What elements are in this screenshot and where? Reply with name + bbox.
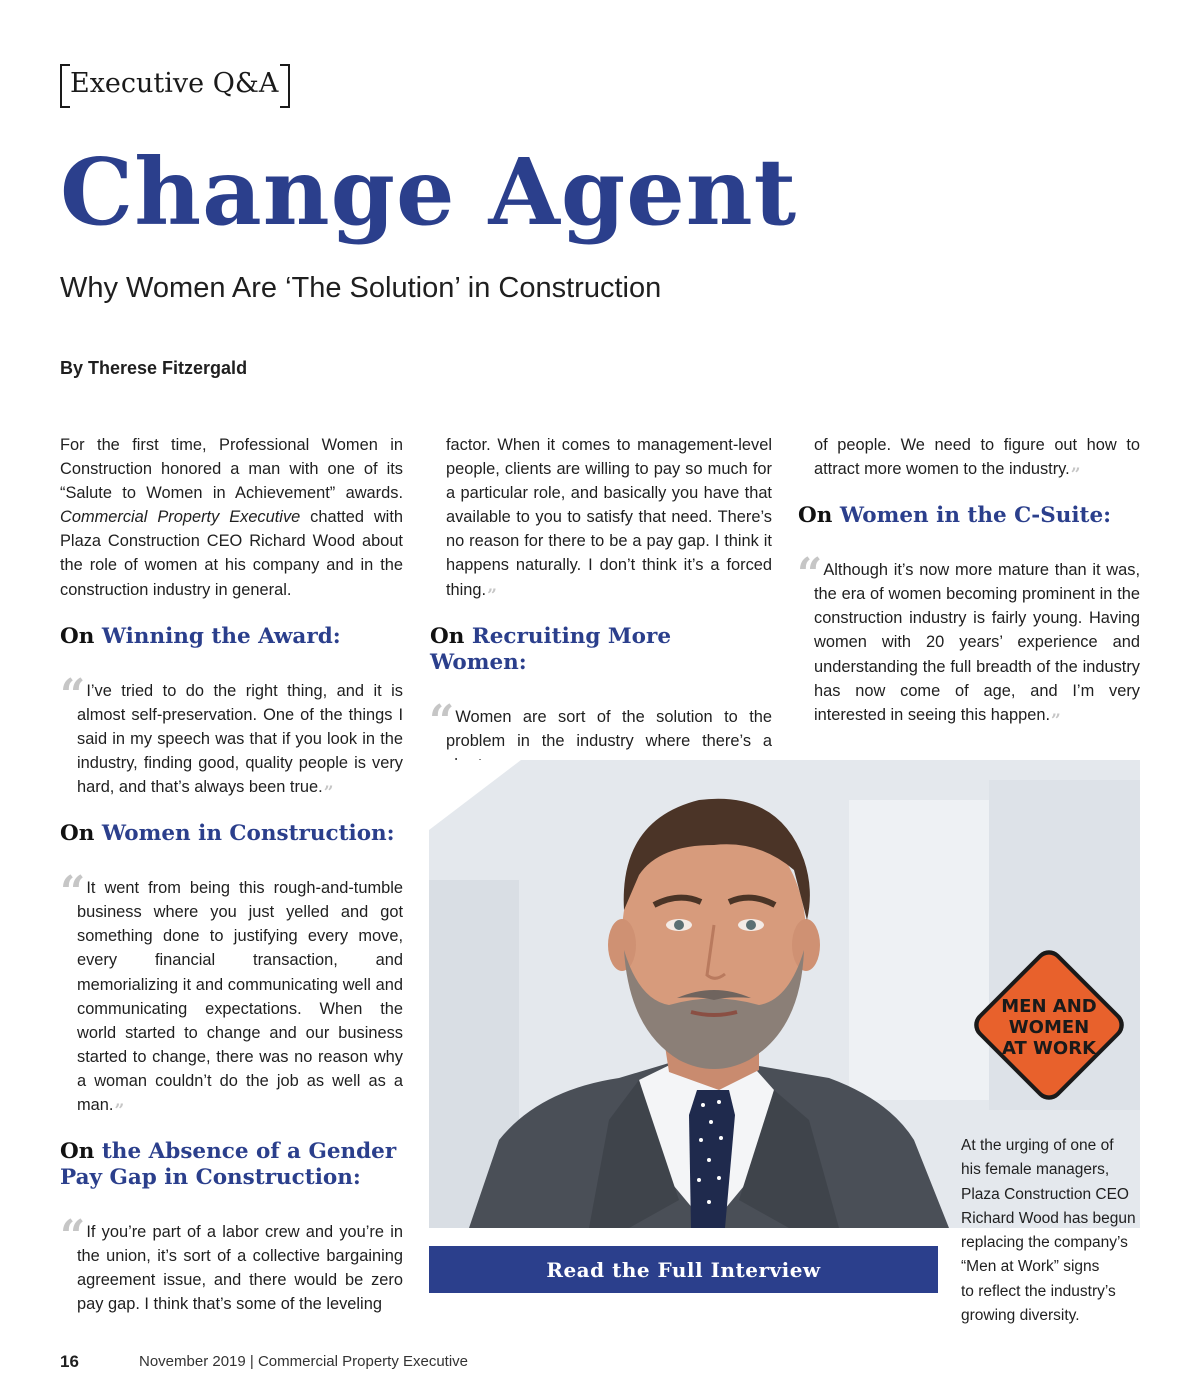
- quote-women-in-construction: [60, 867, 403, 1121]
- heading-on: On: [430, 623, 465, 649]
- quote-text: Although it’s now more mature than it was, the era of women becoming prominent in the construction industry is fairly young. Having women with 20 years’ experience and understanding the full breadth of the industry has now come of age, and I’m very interested in seeing this happen.: [814, 561, 1140, 724]
- heading-on: On: [60, 821, 95, 847]
- publication-name: Commercial Property Executive: [60, 508, 301, 527]
- open-quote-icon: “: [60, 867, 86, 919]
- quote-pay-gap: [60, 1213, 403, 1316]
- caption-line: Richard Wood has begun: [961, 1209, 1136, 1227]
- quote-text: I’ve tried to do the right thing, and it is almost self-preservation. One of the things I said in my speech was that if you look in the industry, finding good, quality people is very hard, and that’s always been true.: [77, 681, 403, 797]
- column-3: [797, 433, 1140, 731]
- men-and-women-at-work-sign: [954, 930, 1144, 1120]
- caption-line: “Men at Work” signs: [961, 1258, 1100, 1276]
- caption-line: replacing the company’s: [961, 1234, 1128, 1252]
- article-subtitle: Why Women Are ‘The Solution’ in Construction: [60, 272, 662, 304]
- quote-pay-gap-continued: [446, 433, 772, 606]
- sign-line-1: MEN AND: [1001, 996, 1097, 1017]
- section-heading-c-suite: [798, 503, 1140, 529]
- section-heading-award: [60, 624, 403, 650]
- quote-c-suite: [797, 549, 1140, 731]
- intro-paragraph: [60, 433, 403, 602]
- section-heading-women-in-construction: [60, 821, 403, 847]
- sign-line-3: AT WORK: [1001, 1038, 1097, 1059]
- quote-text: of people. We need to figure out how to attract more women to the industry.: [814, 436, 1140, 479]
- heading-text: Recruiting More Women:: [430, 623, 672, 675]
- byline: By Therese Fitzergald: [60, 358, 248, 378]
- quote-recruiting-continued: [814, 433, 1140, 486]
- read-full-interview-button[interactable]: Read the Full Interview: [429, 1246, 938, 1293]
- heading-text: Winning the Award:: [101, 623, 341, 649]
- heading-on: On: [60, 1139, 95, 1165]
- column-1: [60, 433, 403, 1316]
- intro-text-2: chatted with Plaza Construction CEO Richard Wood about the role of women at his company and in the construction industry in general.: [60, 508, 403, 599]
- heading-text: Women in Construction:: [101, 821, 395, 847]
- caption-line: At the urging of one of: [961, 1137, 1114, 1154]
- article-title: Change Agent: [60, 138, 798, 246]
- heading-on: On: [60, 623, 95, 649]
- close-quote-icon: ”: [1051, 710, 1061, 731]
- bracket-right: [280, 64, 290, 108]
- close-quote-icon: ”: [323, 783, 334, 804]
- heading-text: the Absence of a Gender Pay Gap in Construction:: [60, 1139, 397, 1191]
- close-quote-icon: ”: [487, 585, 497, 606]
- caption-line: to reflect the industry’s: [961, 1282, 1116, 1300]
- caption-line: growing diversity.: [961, 1307, 1080, 1325]
- quote-award: [60, 669, 403, 804]
- open-quote-icon: “: [60, 669, 86, 721]
- open-quote-icon: “: [60, 1211, 86, 1263]
- quote-text: Women are sort of the solution to the problem in the industry where there’s a: [446, 707, 772, 750]
- open-quote-icon: “: [429, 695, 455, 747]
- quote-text: If you’re part of a labor crew and you’re in the union, it’s sort of a collective bargaining agreement issue, and there would be zero pay gap. I think that’s some of the leveling: [77, 1223, 403, 1314]
- column-2: [429, 433, 772, 777]
- diamond-sign-icon: [954, 930, 1144, 1120]
- quote-text: It went from being this rough-and-tumble business where you just yelled and got something done to justifying every move, every financial transaction, and memorializing it and communicating well and communicating expectations. When the world started to change and our business started to change, there was no reason why a woman couldn’t do the job as well as a man.: [77, 879, 403, 1114]
- sign-line-2: WOMEN: [1008, 1017, 1090, 1038]
- close-quote-icon: ”: [114, 1100, 125, 1121]
- heading-on: On: [798, 503, 833, 529]
- footer-issue: November 2019 | Commercial Property Executive: [139, 1353, 469, 1370]
- section-heading-recruiting: [430, 624, 772, 676]
- quote-text: factor. When it comes to management-level people, clients are willing to pay so much for a particular role, and basically you have that available to you to satisfy that need. There’s no reason for there to be a pay gap. I think it happens naturally. I don’t think it’s a forced thing.: [446, 436, 772, 599]
- page-number: 16: [60, 1352, 79, 1371]
- section-tag: Executive Q&A: [70, 67, 279, 99]
- caption-line: Plaza Construction CEO: [961, 1185, 1129, 1203]
- caption-line: his female managers,: [961, 1161, 1110, 1179]
- section-heading-pay-gap: [60, 1139, 403, 1191]
- close-quote-icon: ”: [1070, 465, 1081, 486]
- photo-caption: [961, 1134, 1143, 1328]
- open-quote-icon: “: [797, 549, 823, 601]
- heading-text: Women in the C-Suite:: [839, 503, 1112, 529]
- intro-text-1: For the first time, Professional Women in Construction honored a man with one of its “Salute to Women in Achievement” awards.: [60, 436, 403, 503]
